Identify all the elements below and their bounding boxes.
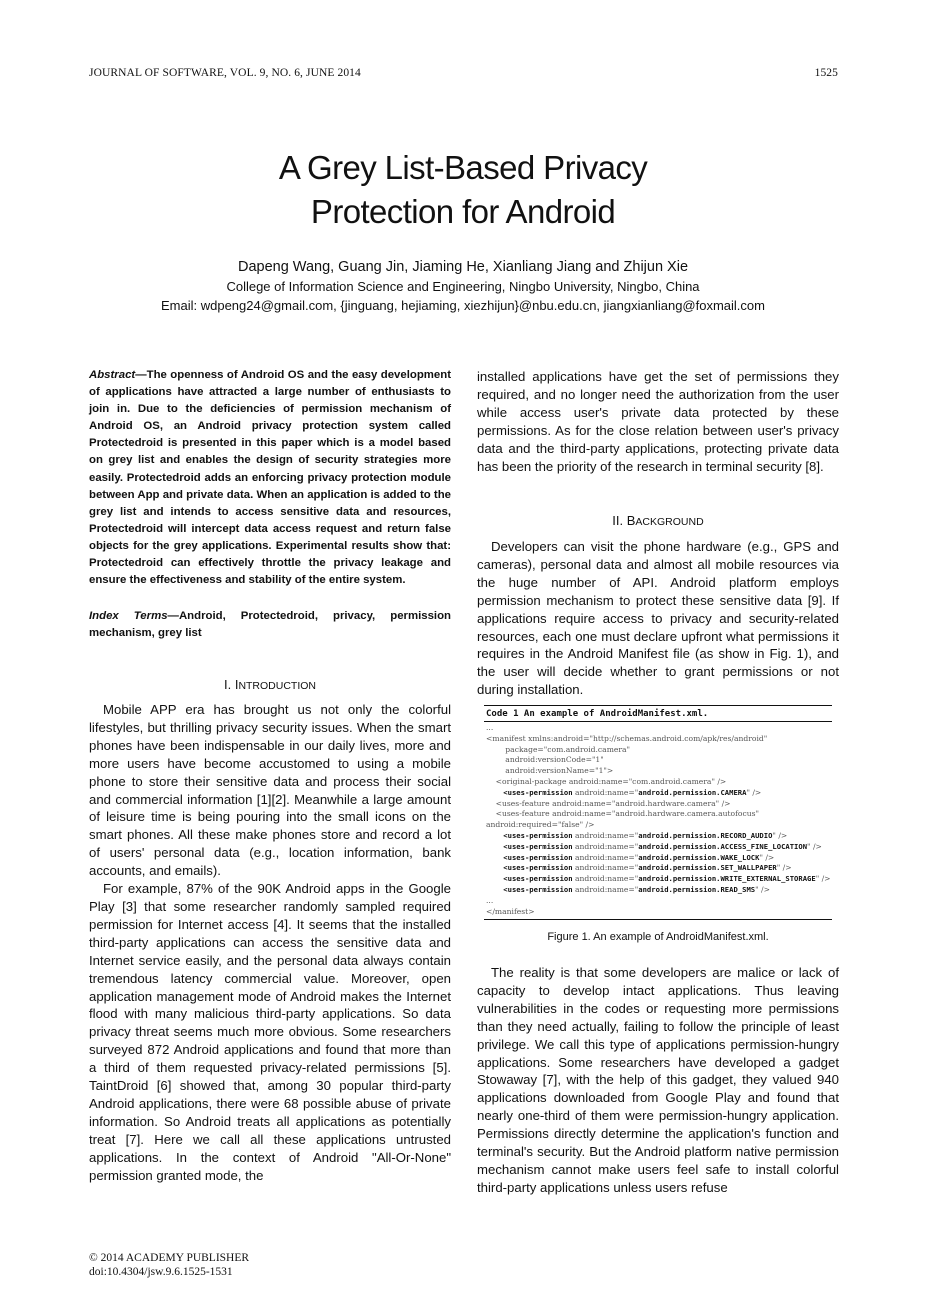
code-permission: android.permission.READ_SMS (638, 884, 756, 894)
background-body (477, 538, 839, 699)
code-attr: android:name=" (572, 787, 639, 797)
paragraph: For example, 87% of the 90K Android apps in the Google Play [3] that some researcher randomly sampled required permission for Internet access [4]. It seems that the installed third-party applications can access the sensitive data and Internet service easily, and the personal data always contain tremendous latency commercial value. Moreover, open application management mode of Android makes the Internet flood with many malicious third-party applications. So data privacy threat seems much more obvious. Some researchers surveyed 872 Android applications and found that more than a third of them requested privacy-related permissions [5]. TaintDroid [6] showed that, among 30 popular third-party Android applications, there were 68 possible abuse of private information. So Android treats all applications as potentially treat [7]. Here we call all these applications untrusted applications. In the context of Android "All-Or-None" permission granted mode, the (89, 881, 451, 1183)
index-terms-label: Index Terms (89, 610, 168, 622)
page-number: 1525 (814, 67, 838, 79)
email-line: Email: wdpeng24@gmail.com, {jinguang, hejiaming, xiezhijun}@nbu.edu.cn, jiangxianliang@foxmail.com (161, 298, 765, 313)
paragraph: Developers can visit the phone hardware (e.g., GPS and cameras), personal data and almost all mobile resources via the huge number of API. Android platform employs permission mechanism to protect these sensitive data [9]. If applications require access to privacy and security-related resources, each one must declare upfront what permissions it requires in the Android Manifest file (as show in Fig. 1), and the user will decide whether to grant permissions or not during installation. (477, 539, 839, 698)
code-line: android:versionCode="1" (486, 755, 604, 765)
title-line-2: Protection for Android (310, 193, 616, 230)
code-attr: " /> (759, 852, 775, 862)
section-title: NTRODUCTION (238, 680, 317, 692)
paragraph: installed applications have get the set of permissions they required, and no longer need the authorization from the user while access user's private data protected by these permissions. As for the close relation between user's privacy data and the third-party applications, protecting private data has been the priority of the research in terminal security [8]. (477, 369, 839, 474)
section-number: II. B (612, 513, 636, 528)
running-header (89, 67, 838, 79)
code-line: android:required="false" /> (486, 820, 595, 830)
code-permission: android.permission.RECORD_AUDIO (638, 830, 773, 840)
section-number: I. I (223, 677, 239, 692)
introduction-body (89, 701, 451, 1184)
code-keyword: <uses-permission (486, 841, 573, 851)
code-line: <uses-feature android:name="android.hardware.camera" /> (486, 798, 731, 808)
code-keyword: <uses-permission (486, 852, 573, 862)
paragraph: Mobile APP era has brought us not only the colorful lifestyles, but thrilling privacy security issues. When the smart phones have been indispensable in our daily lives, more and more users have become accustomed to using a mobile phone to store their sensitive data and process their social and commercial information [1][2]. Meanwhile a large amount of leisure time is being pouring into the small icons on the smart phones. All these make phones store and record a lot of users' personal data (e.g., location information, bank accounts, and emails). (89, 702, 451, 879)
code-heading: Code 1 An example of AndroidManifest.xml. (484, 705, 832, 722)
code-attr: " /> (746, 787, 762, 797)
code-attr: " /> (755, 884, 770, 894)
code-line: <manifest xmlns:android="http://schemas.android.com/apk/res/android" (486, 733, 768, 743)
paper-title (0, 146, 926, 234)
code-attr: android:name=" (572, 863, 639, 873)
introduction-continued (477, 368, 839, 475)
background-body-continued (477, 964, 839, 1197)
code-attr: android:name=" (572, 874, 639, 884)
abstract-text: The openness of Android OS and the easy development of applications have attracted a large number of enthusiasts to join in. Due to the deficiencies of permission mechanism of Android OS, an Android privacy protection system called Protectedroid is presented in this paper which is a model based on grey list and enables the design of security strategies more easily. Protectedroid adds an enforcing privacy protection module between App and private data. When an application is added to the grey list and intends to access sensitive data and resources, Protectedroid will intercept data access request and return false objects for the grey applications. Experimental results show that: Protectedroid can effectively throttle the privacy leakage and ensure the effectiveness and stability of the entire system. (89, 369, 451, 587)
code-permission: android.permission.WAKE_LOCK (638, 852, 760, 862)
code-permission: android.permission.CAMERA (638, 787, 747, 797)
code-keyword: <uses-permission (486, 863, 573, 873)
publisher: © 2014 ACADEMY PUBLISHER (89, 1252, 250, 1264)
code-line: <uses-feature android:name="android.hardware.camera.autofocus" (486, 809, 760, 819)
title-line-1: A Grey List-Based Privacy (278, 149, 648, 186)
figure-caption: Figure 1. An example of AndroidManifest.xml. (547, 931, 769, 943)
index-terms (89, 608, 451, 642)
code-keyword: <uses-permission (486, 830, 573, 840)
code-attr: android:name=" (572, 852, 639, 862)
abstract (89, 367, 451, 589)
code-permission: android.permission.WRITE_EXTERNAL_STORAGE (638, 874, 816, 884)
code-attr: " /> (815, 874, 831, 884)
code-listing (484, 705, 832, 920)
section-heading-background (477, 512, 839, 532)
index-terms-dash: — (167, 610, 179, 622)
paragraph: The reality is that some developers are malice or lack of capacity to develop intact applications. Thus leaving vulnerabilities in the codes or requesting more permissions than they need actually, failing to follow the principle of least privilege. We call this type of applications permission-hungry applications. Some researchers have developed a gadget Stowaway [7], with the help of this gadget, they valued 940 applications downloaded from Google Play and found that nearly one-third of them were permission-hungry application. Permissions directly determine the application's function and terminal's security. But the Android platform native permission mechanism cannot make users feel safe to install colorful third-party applications unless users refuse (477, 965, 839, 1195)
code-line: android:versionName="1"> (486, 766, 614, 776)
code-attr: " /> (776, 863, 792, 873)
affiliation-block (0, 277, 926, 315)
code-attr: android:name=" (572, 884, 639, 894)
code-permission: android.permission.ACCESS_FINE_LOCATION (638, 841, 808, 851)
code-attr: " /> (807, 841, 822, 851)
abstract-label: Abstract (89, 369, 136, 381)
author-list: Dapeng Wang, Guang Jin, Jiaming He, Xianliang Jiang and Zhijun Xie (237, 259, 689, 275)
code-attr: " /> (772, 830, 788, 840)
code-line: <original-package android:name="com.android.camera" /> (486, 776, 727, 786)
journal-name: JOURNAL OF SOFTWARE, VOL. 9, NO. 6, JUNE 2014 (89, 67, 361, 79)
code-line: ... (486, 723, 494, 732)
page-footer (89, 1251, 249, 1279)
abstract-dash: — (135, 369, 147, 381)
code-line: ... (486, 895, 494, 905)
code-keyword: <uses-permission (486, 787, 573, 797)
code-keyword: <uses-permission (486, 884, 573, 894)
doi: doi:10.4304/jsw.9.6.1525-1531 (89, 1266, 233, 1278)
affiliation: College of Information Science and Engineering, Ningbo University, Ningbo, China (226, 279, 700, 294)
section-heading-introduction (89, 676, 451, 696)
code-body (484, 722, 832, 920)
code-permission: android.permission.SET_WALLPAPER (638, 863, 777, 873)
code-line: package="com.android.camera" (486, 744, 631, 754)
code-keyword: <uses-permission (486, 874, 573, 884)
code-attr: android:name=" (572, 841, 639, 851)
code-line: </manifest> (486, 906, 535, 916)
code-attr: android:name=" (572, 830, 639, 840)
section-title: ACKGROUND (635, 516, 704, 528)
index-terms-text: Android, Protectedroid, privacy, permission mechanism, grey list (89, 610, 452, 640)
